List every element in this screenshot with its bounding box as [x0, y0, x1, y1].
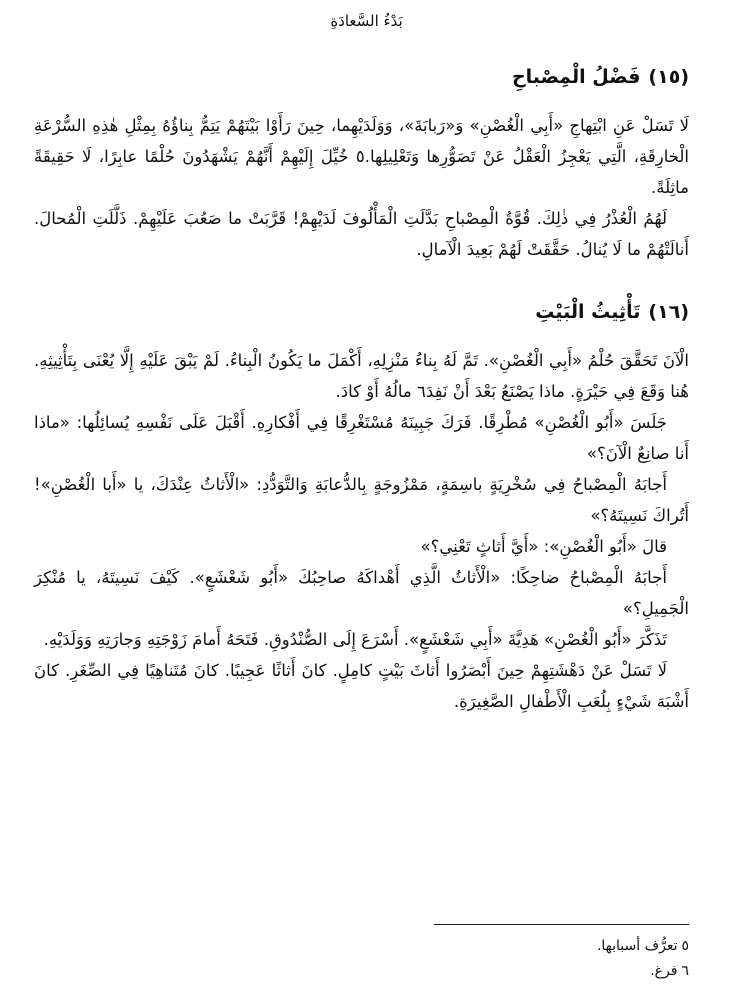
paragraph: تَذَكَّرَ «أَبُو الْغُصْنِ» هَدِيَّةَ «أَبِي شَعْشَعٍ». أَسْرَعَ إِلَى الصُّنْدُوقِ. فَتَحَهُ أَمامَ زَوْجَتِهِ وَجارَتِهِ وَوَلَدَيْهِ. — [43, 630, 667, 649]
section-heading — [34, 297, 689, 327]
section-heading — [34, 62, 689, 92]
section-number: (١٥) — [648, 66, 689, 88]
footnote — [34, 959, 689, 984]
section-number: (١٦) — [648, 301, 689, 323]
footnote — [34, 934, 689, 959]
footnote-text: فرغ. — [650, 963, 678, 979]
section-gap — [34, 265, 689, 297]
section-title: تَأْثِيثُ الْبَيْتِ — [535, 301, 641, 323]
section-15 — [34, 62, 689, 265]
footnote-mark: ٦ — [681, 963, 689, 979]
section-16 — [34, 297, 689, 717]
footnote-mark: ٥ — [681, 938, 689, 954]
running-header: بَدْءُ السَّعادَةِ — [330, 12, 403, 30]
paragraph: أَجابَهُ الْمِصْباحُ ضاحِكًا: «الْأَثاثُ الَّذِي أَهْداكَهُ صاحِبُكَ «أَبُو شَعْشَعٍ». كَيْفَ نَسِيتَهُ، يا مُنْكِرَ الْجَمِيلِ؟» — [34, 568, 689, 618]
paragraph: لَهُمُ الْعُذْرُ فِي ذٰلِكَ. قُوَّةُ الْمِصْباحِ بَدَّلَتِ الْمَأْلُوفَ لَدَيْهِمْ! قَرَّبَتْ ما صَعُبَ عَلَيْهِمْ. ذَلَّلَتِ الْمُحالَ. أَنالَتْهُمْ ما لَا يُنالُ. حَقَّقَتْ لَهُمْ بَعِيدَ الْآمالِ. — [34, 209, 689, 259]
paragraph: جَلَسَ «أَبُو الْغُصْنِ» مُطْرِقًا. فَرَكَ جَبِينَهُ مُسْتَغْرِقًا فِي أَفْكارِهِ. أَقْبَلَ عَلَى نَفْسِهِ يُسائِلُها: «ماذا أَنا صانِعٌ الْآنَ؟» — [34, 413, 689, 463]
paragraph: الْآنَ تَحَقَّقَ حُلْمُ «أَبِي الْغُصْنِ». تَمَّ لَهُ بِناءُ مَنْزِلِهِ، أَكْمَلَ ما يَكُونُ الْبِناءُ. لَمْ يَبْقَ عَلَيْهِ إِلَّا يُعْنَى بِتَأْثِيثِهِ. هُنا وَقَعَ فِي حَيْرَةٍ. ماذا يَصْنَعُ بَعْدَ أَنْ نَفِدَ٦ مالُهُ أَوْ كادَ. — [34, 351, 689, 401]
paragraph: لَا تَسَلْ عَنْ دَهْشَتِهِمْ حِينَ أَبْصَرُوا أَثاثَ بَيْتٍ كامِلٍ. كانَ أَثاثًا عَجِيبًا. كانَ مُتَناهِيًا فِي الصِّغَرِ. كانَ أَشْبَهَ شَيْءٍ بِلُعَبِ الْأَطْفالِ الصَّغِيرَةِ. — [34, 661, 689, 711]
paragraph: أَجابَهُ الْمِصْباحُ فِي سُخْرِيَةٍ باسِمَةٍ، مَمْزُوجَةٍ بِالدُّعابَةِ وَالتَّوَدُّدِ: «الْأَثاثُ عِنْدَكَ، يا «أَبا الْغُصْنِ»! أَتُراكَ نَسِيتَهُ؟» — [34, 475, 689, 525]
footnote-divider — [434, 924, 689, 925]
paragraph: لَا تَسَلْ عَنِ ابْتِهاجِ «أَبِي الْغُصْنِ» وَ«رَبابَةَ»، وَوَلَدَيْهِما، حِينَ رَأَوْا بَيْتَهُمْ يَتِمُّ بِناؤُهُ بِمِثْلِ هٰذِهِ السُّرْعَةِ الْخارِقَةِ، الَّتِي يَعْجِزُ الْعَقْلُ عَنْ تَصَوُّرِها وَتَعْلِيلِها.٥ خُيِّلَ إِلَيْهِمْ أَنَّهُمْ يَشْهَدُونَ حُلْمًا عابِرًا، لَا حَقِيقَةً ماثِلَةً. — [34, 116, 689, 197]
footnotes — [34, 934, 689, 984]
footnote-text: تعرُّف أسبابها. — [596, 938, 678, 954]
paragraph: قالَ «أَبُو الْغُصْنِ»: «أَيَّ أَثاثٍ تَعْنِي؟» — [420, 537, 667, 556]
page-body — [34, 62, 689, 717]
section-title: فَضْلُ الْمِصْباحِ — [511, 66, 641, 88]
